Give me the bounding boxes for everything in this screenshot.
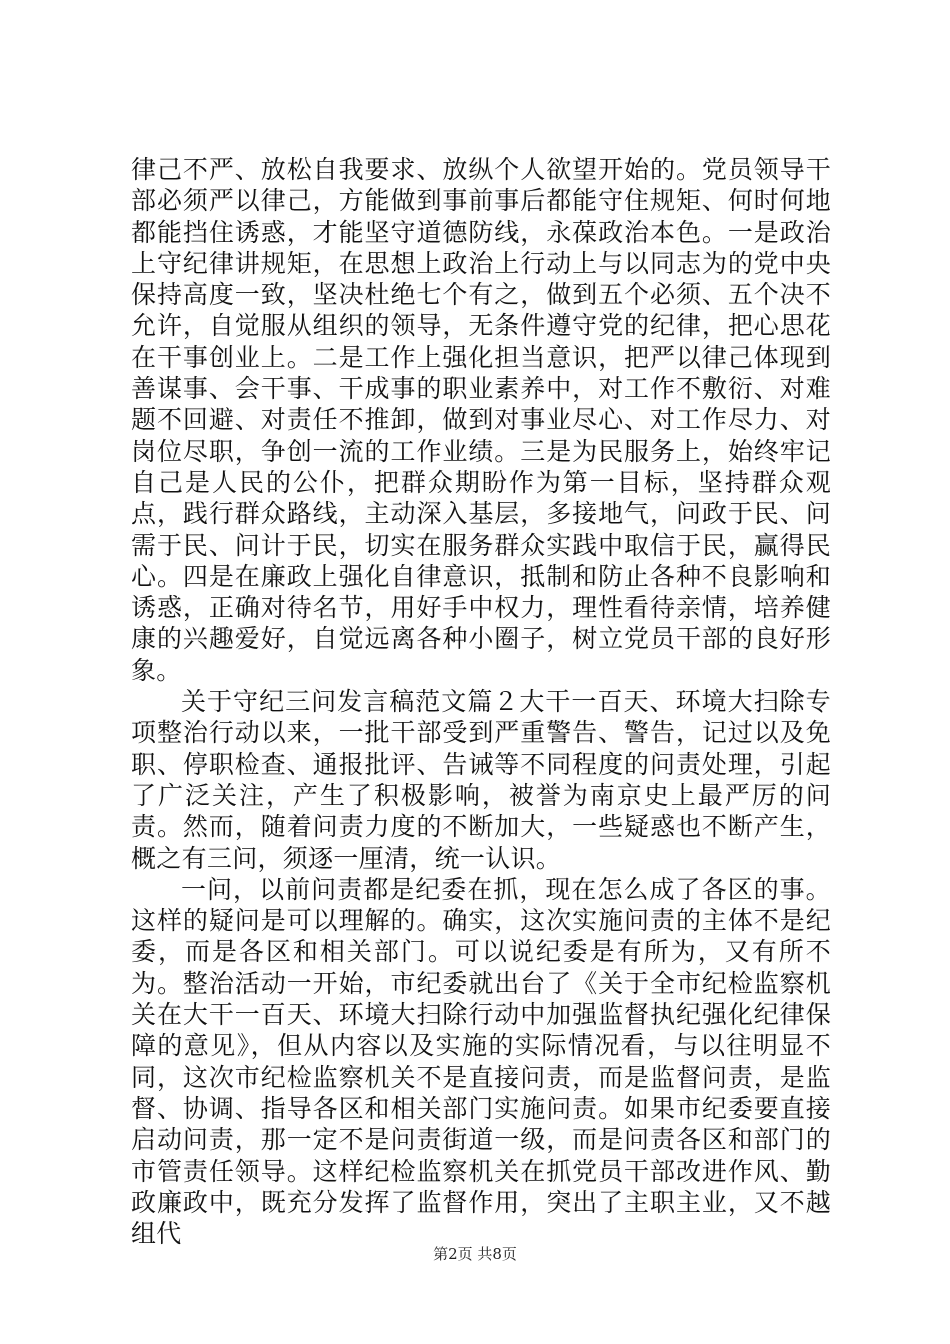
page-number-label: 第2页 共8页 [433,1245,517,1263]
paragraph-first-question: 一问，以前问责都是纪委在抓，现在怎么成了各区的事。这样的疑问是可以理解的。确实，这次实施问责的主体不是纪委，而是各区和相关部门。可以说纪委是有所为，又有所不为。整治活动一开始，市纪委就出台了《关于全市纪检监察机关在大干一百天、环境大扫除行动中加强监督执纪强化纪律保障的意见》，但从内容以及实施的实际情况看，与以往明显不同，这次市纪检监察机关不是直接问责，而是监督问责，是监督、协调、指导各区和相关部门实施问责。如果市纪委要直接启动问责，那一定不是问责街道一级，而是问责各区和部门的市管责任领导。这样纪检监察机关在抓党员干部改进作风、勤政廉政中，既充分发挥了监督作用，突出了主职主业，又不越组代 [131,874,831,1249]
body-text [131,154,831,1249]
paragraph-article-2-intro: 关于守纪三问发言稿范文篇２大干一百天、环境大扫除专项整治行动以来，一批干部受到严重警告、警告，记过以及免职、停职检查、通报批评、告诫等不同程度的问责处理，引起了广泛关注，产生了积极影响，被誉为南京史上最严厉的问责。然而，随着问责力度的不断加大，一些疑惑也不断产生，概之有三问，须逐一厘清，统一认识。 [131,687,831,873]
paragraph-continuation: 律己不严、放松自我要求、放纵个人欲望开始的。党员领导干部必须严以律己，方能做到事前事后都能守住规矩、何时何地都能挡住诱惑，才能坚守道德防线，永葆政治本色。一是政治上守纪律讲规矩，在思想上政治上行动上与以同志为的党中央保持高度一致，坚决杜绝七个有之，做到五个必须、五个决不允许，自觉服从组织的领导，无条件遵守党的纪律，把心思花在干事创业上。二是工作上强化担当意识，把严以律己体现到善谋事、会干事、干成事的职业素养中，对工作不敷衍、对难题不回避、对责任不推卸，做到对事业尽心、对工作尽力、对岗位尽职，争创一流的工作业绩。三是为民服务上，始终牢记自己是人民的公仆，把群众期盼作为第一目标，坚持群众观点，践行群众路线，主动深入基层，多接地气，问政于民、问需于民、问计于民，切实在服务群众实践中取信于民，赢得民心。四是在廉政上强化自律意识，抵制和防止各种不良影响和诱惑，正确对待名节，用好手中权力，理性看待亲情，培养健康的兴趣爱好，自觉远离各种小圈子，树立党员干部的良好形象。 [131,155,831,685]
page-footer [0,1244,950,1264]
